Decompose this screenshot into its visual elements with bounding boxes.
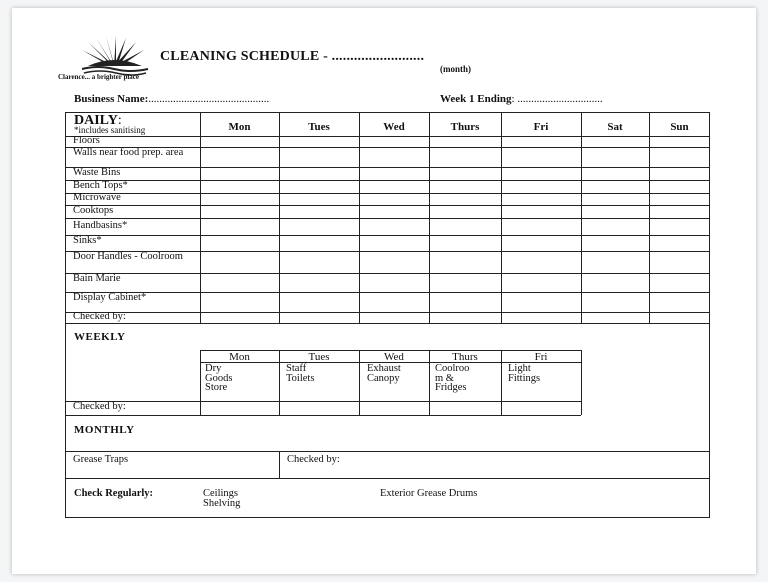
daily-check-cell[interactable] bbox=[650, 148, 710, 167]
daily-day-header: Fri bbox=[533, 121, 549, 133]
daily-check-cell[interactable] bbox=[280, 137, 359, 147]
daily-check-cell[interactable] bbox=[280, 274, 359, 292]
daily-check-cell[interactable] bbox=[201, 274, 279, 292]
daily-title-text: DAILY bbox=[74, 113, 118, 128]
daily-check-cell[interactable] bbox=[582, 181, 649, 193]
check-regularly-item: Shelving bbox=[203, 498, 241, 509]
daily-check-cell[interactable] bbox=[582, 219, 649, 235]
daily-task-label: Floors bbox=[73, 135, 100, 146]
daily-check-cell[interactable] bbox=[201, 236, 279, 251]
daily-check-cell[interactable] bbox=[502, 313, 581, 323]
daily-check-cell[interactable] bbox=[650, 137, 710, 147]
daily-day-header: Thurs bbox=[450, 121, 480, 133]
daily-check-cell[interactable] bbox=[650, 181, 710, 193]
daily-check-cell[interactable] bbox=[582, 252, 649, 273]
daily-day-header: Wed bbox=[383, 121, 405, 133]
daily-check-cell[interactable] bbox=[502, 252, 581, 273]
weekly-task-label: Staff Toilets bbox=[286, 363, 315, 384]
weekly-task-label: Dry Goods Store bbox=[205, 363, 233, 393]
daily-check-cell[interactable] bbox=[360, 252, 429, 273]
daily-check-cell[interactable] bbox=[280, 181, 359, 193]
daily-check-cell[interactable] bbox=[360, 168, 429, 180]
daily-check-cell[interactable] bbox=[502, 168, 581, 180]
weekly-checked-by: Checked by: bbox=[73, 401, 126, 412]
daily-check-cell[interactable] bbox=[430, 181, 501, 193]
daily-check-cell[interactable] bbox=[502, 181, 581, 193]
daily-check-cell[interactable] bbox=[502, 274, 581, 292]
week-ending-field[interactable] bbox=[440, 93, 603, 105]
daily-checked-by: Checked by: bbox=[73, 311, 126, 322]
daily-day-header: Sun bbox=[670, 121, 689, 133]
daily-check-cell[interactable] bbox=[201, 168, 279, 180]
daily-check-cell[interactable] bbox=[650, 219, 710, 235]
weekly-day-header: Mon bbox=[229, 351, 250, 363]
daily-check-cell[interactable] bbox=[502, 206, 581, 218]
daily-check-cell[interactable] bbox=[360, 219, 429, 235]
daily-check-cell[interactable] bbox=[582, 168, 649, 180]
monthly-row-line bbox=[65, 478, 710, 479]
daily-check-cell[interactable] bbox=[360, 181, 429, 193]
daily-task-label: Handbasins* bbox=[73, 220, 128, 231]
daily-check-cell[interactable] bbox=[582, 236, 649, 251]
daily-check-cell[interactable] bbox=[360, 194, 429, 205]
daily-task-label: Bench Tops* bbox=[73, 180, 128, 191]
daily-check-cell[interactable] bbox=[430, 313, 501, 323]
daily-check-cell[interactable] bbox=[650, 168, 710, 180]
daily-check-cell[interactable] bbox=[360, 137, 429, 147]
week-ending-dots: : ............................... bbox=[511, 93, 603, 105]
daily-check-cell[interactable] bbox=[650, 274, 710, 292]
weekly-day-header: Fri bbox=[534, 351, 548, 363]
daily-task-label: Cooktops bbox=[73, 205, 114, 216]
weekly-task-label: Light Fittings bbox=[508, 363, 541, 384]
monthly-title: MONTHLY bbox=[74, 424, 135, 436]
monthly-task-grease-traps: Grease Traps bbox=[73, 454, 129, 465]
daily-check-cell[interactable] bbox=[582, 148, 649, 167]
daily-day-header: Sat bbox=[607, 121, 623, 133]
monthly-col-line bbox=[279, 451, 280, 478]
daily-note: *includes sanitising bbox=[74, 125, 146, 135]
weekly-day-header: Tues bbox=[308, 351, 330, 363]
daily-check-cell[interactable] bbox=[582, 137, 649, 147]
daily-check-cell[interactable] bbox=[360, 236, 429, 251]
daily-title-colon: : bbox=[117, 113, 122, 128]
page-title: CLEANING SCHEDULE - ......................... bbox=[160, 49, 425, 64]
business-name-dots: ............................................ bbox=[148, 93, 270, 105]
business-name-label: Business Name: bbox=[74, 93, 149, 105]
weekly-title: WEEKLY bbox=[74, 331, 126, 343]
daily-check-cell[interactable] bbox=[582, 274, 649, 292]
daily-check-cell[interactable] bbox=[430, 206, 501, 218]
daily-check-cell[interactable] bbox=[360, 313, 429, 323]
daily-check-cell[interactable] bbox=[650, 206, 710, 218]
business-name-field[interactable] bbox=[74, 93, 269, 105]
daily-task-label: Bain Marie bbox=[73, 273, 121, 284]
daily-check-cell[interactable] bbox=[280, 236, 359, 251]
daily-check-cell[interactable] bbox=[201, 181, 279, 193]
daily-check-cell[interactable] bbox=[201, 252, 279, 273]
daily-check-cell[interactable] bbox=[650, 236, 710, 251]
daily-check-cell[interactable] bbox=[430, 236, 501, 251]
weekly-col-line bbox=[581, 350, 582, 415]
daily-check-cell[interactable] bbox=[582, 293, 649, 312]
daily-check-cell[interactable] bbox=[360, 206, 429, 218]
check-regularly-label: Check Regularly: bbox=[74, 488, 154, 499]
daily-check-cell[interactable] bbox=[430, 219, 501, 235]
daily-check-cell[interactable] bbox=[650, 293, 710, 312]
daily-check-cell[interactable] bbox=[201, 313, 279, 323]
daily-check-cell[interactable] bbox=[201, 293, 279, 312]
daily-check-cell[interactable] bbox=[502, 148, 581, 167]
daily-check-cell[interactable] bbox=[650, 252, 710, 273]
daily-check-cell[interactable] bbox=[502, 293, 581, 312]
daily-check-cell[interactable] bbox=[502, 219, 581, 235]
daily-day-header: Mon bbox=[228, 121, 251, 133]
weekly-row-line bbox=[65, 401, 581, 402]
daily-check-cell[interactable] bbox=[201, 194, 279, 205]
daily-check-cell[interactable] bbox=[201, 148, 279, 167]
daily-day-header: Tues bbox=[308, 121, 330, 133]
monthly-checked-by: Checked by: bbox=[287, 454, 340, 465]
daily-check-cell[interactable] bbox=[280, 168, 359, 180]
daily-check-cell[interactable] bbox=[650, 313, 710, 323]
daily-check-cell[interactable] bbox=[582, 194, 649, 205]
daily-check-cell[interactable] bbox=[430, 137, 501, 147]
daily-task-label: Microwave bbox=[73, 192, 121, 203]
daily-check-cell[interactable] bbox=[201, 137, 279, 147]
daily-task-label: Display Cabinet* bbox=[73, 292, 147, 303]
daily-check-cell[interactable] bbox=[650, 194, 710, 205]
daily-check-cell[interactable] bbox=[430, 194, 501, 205]
daily-check-cell[interactable] bbox=[280, 206, 359, 218]
daily-task-label: Door Handles - Coolroom bbox=[73, 251, 183, 262]
daily-check-cell[interactable] bbox=[430, 252, 501, 273]
daily-check-cell[interactable] bbox=[430, 293, 501, 312]
daily-task-label: Sinks* bbox=[73, 235, 102, 246]
daily-check-cell[interactable] bbox=[430, 274, 501, 292]
daily-check-cell[interactable] bbox=[280, 194, 359, 205]
daily-check-cell[interactable] bbox=[280, 313, 359, 323]
logo-text: Clarence... a brighter place bbox=[58, 73, 140, 81]
month-label: (month) bbox=[440, 64, 471, 74]
weekly-task-label: Coolroo m & Fridges bbox=[435, 363, 470, 393]
daily-check-cell[interactable] bbox=[280, 148, 359, 167]
daily-check-cell[interactable] bbox=[360, 293, 429, 312]
daily-check-cell[interactable] bbox=[502, 194, 581, 205]
daily-check-cell[interactable] bbox=[502, 236, 581, 251]
daily-check-cell[interactable] bbox=[201, 206, 279, 218]
daily-check-cell[interactable] bbox=[201, 219, 279, 235]
daily-check-cell[interactable] bbox=[502, 137, 581, 147]
weekly-day-header: Wed bbox=[384, 351, 404, 363]
daily-check-cell[interactable] bbox=[582, 313, 649, 323]
weekly-task-label: Exhaust Canopy bbox=[367, 363, 401, 384]
daily-check-cell[interactable] bbox=[360, 274, 429, 292]
daily-check-cell[interactable] bbox=[280, 219, 359, 235]
weekly-day-header: Thurs bbox=[452, 351, 478, 363]
daily-check-cell[interactable] bbox=[430, 148, 501, 167]
daily-check-cell[interactable] bbox=[280, 252, 359, 273]
check-regularly-item: Exterior Grease Drums bbox=[380, 488, 478, 499]
daily-check-cell[interactable] bbox=[430, 168, 501, 180]
section-divider bbox=[65, 323, 710, 324]
weekly-row-line bbox=[65, 415, 581, 416]
daily-task-label: Walls near food prep. area bbox=[73, 147, 184, 158]
monthly-row-line bbox=[65, 451, 710, 452]
check-regularly-item: Ceilings bbox=[203, 488, 239, 499]
daily-check-cell[interactable] bbox=[280, 293, 359, 312]
week-ending-label: Week 1 Ending bbox=[440, 93, 512, 105]
daily-check-cell[interactable] bbox=[582, 206, 649, 218]
daily-check-cell[interactable] bbox=[360, 148, 429, 167]
daily-task-label: Waste Bins bbox=[73, 167, 121, 178]
